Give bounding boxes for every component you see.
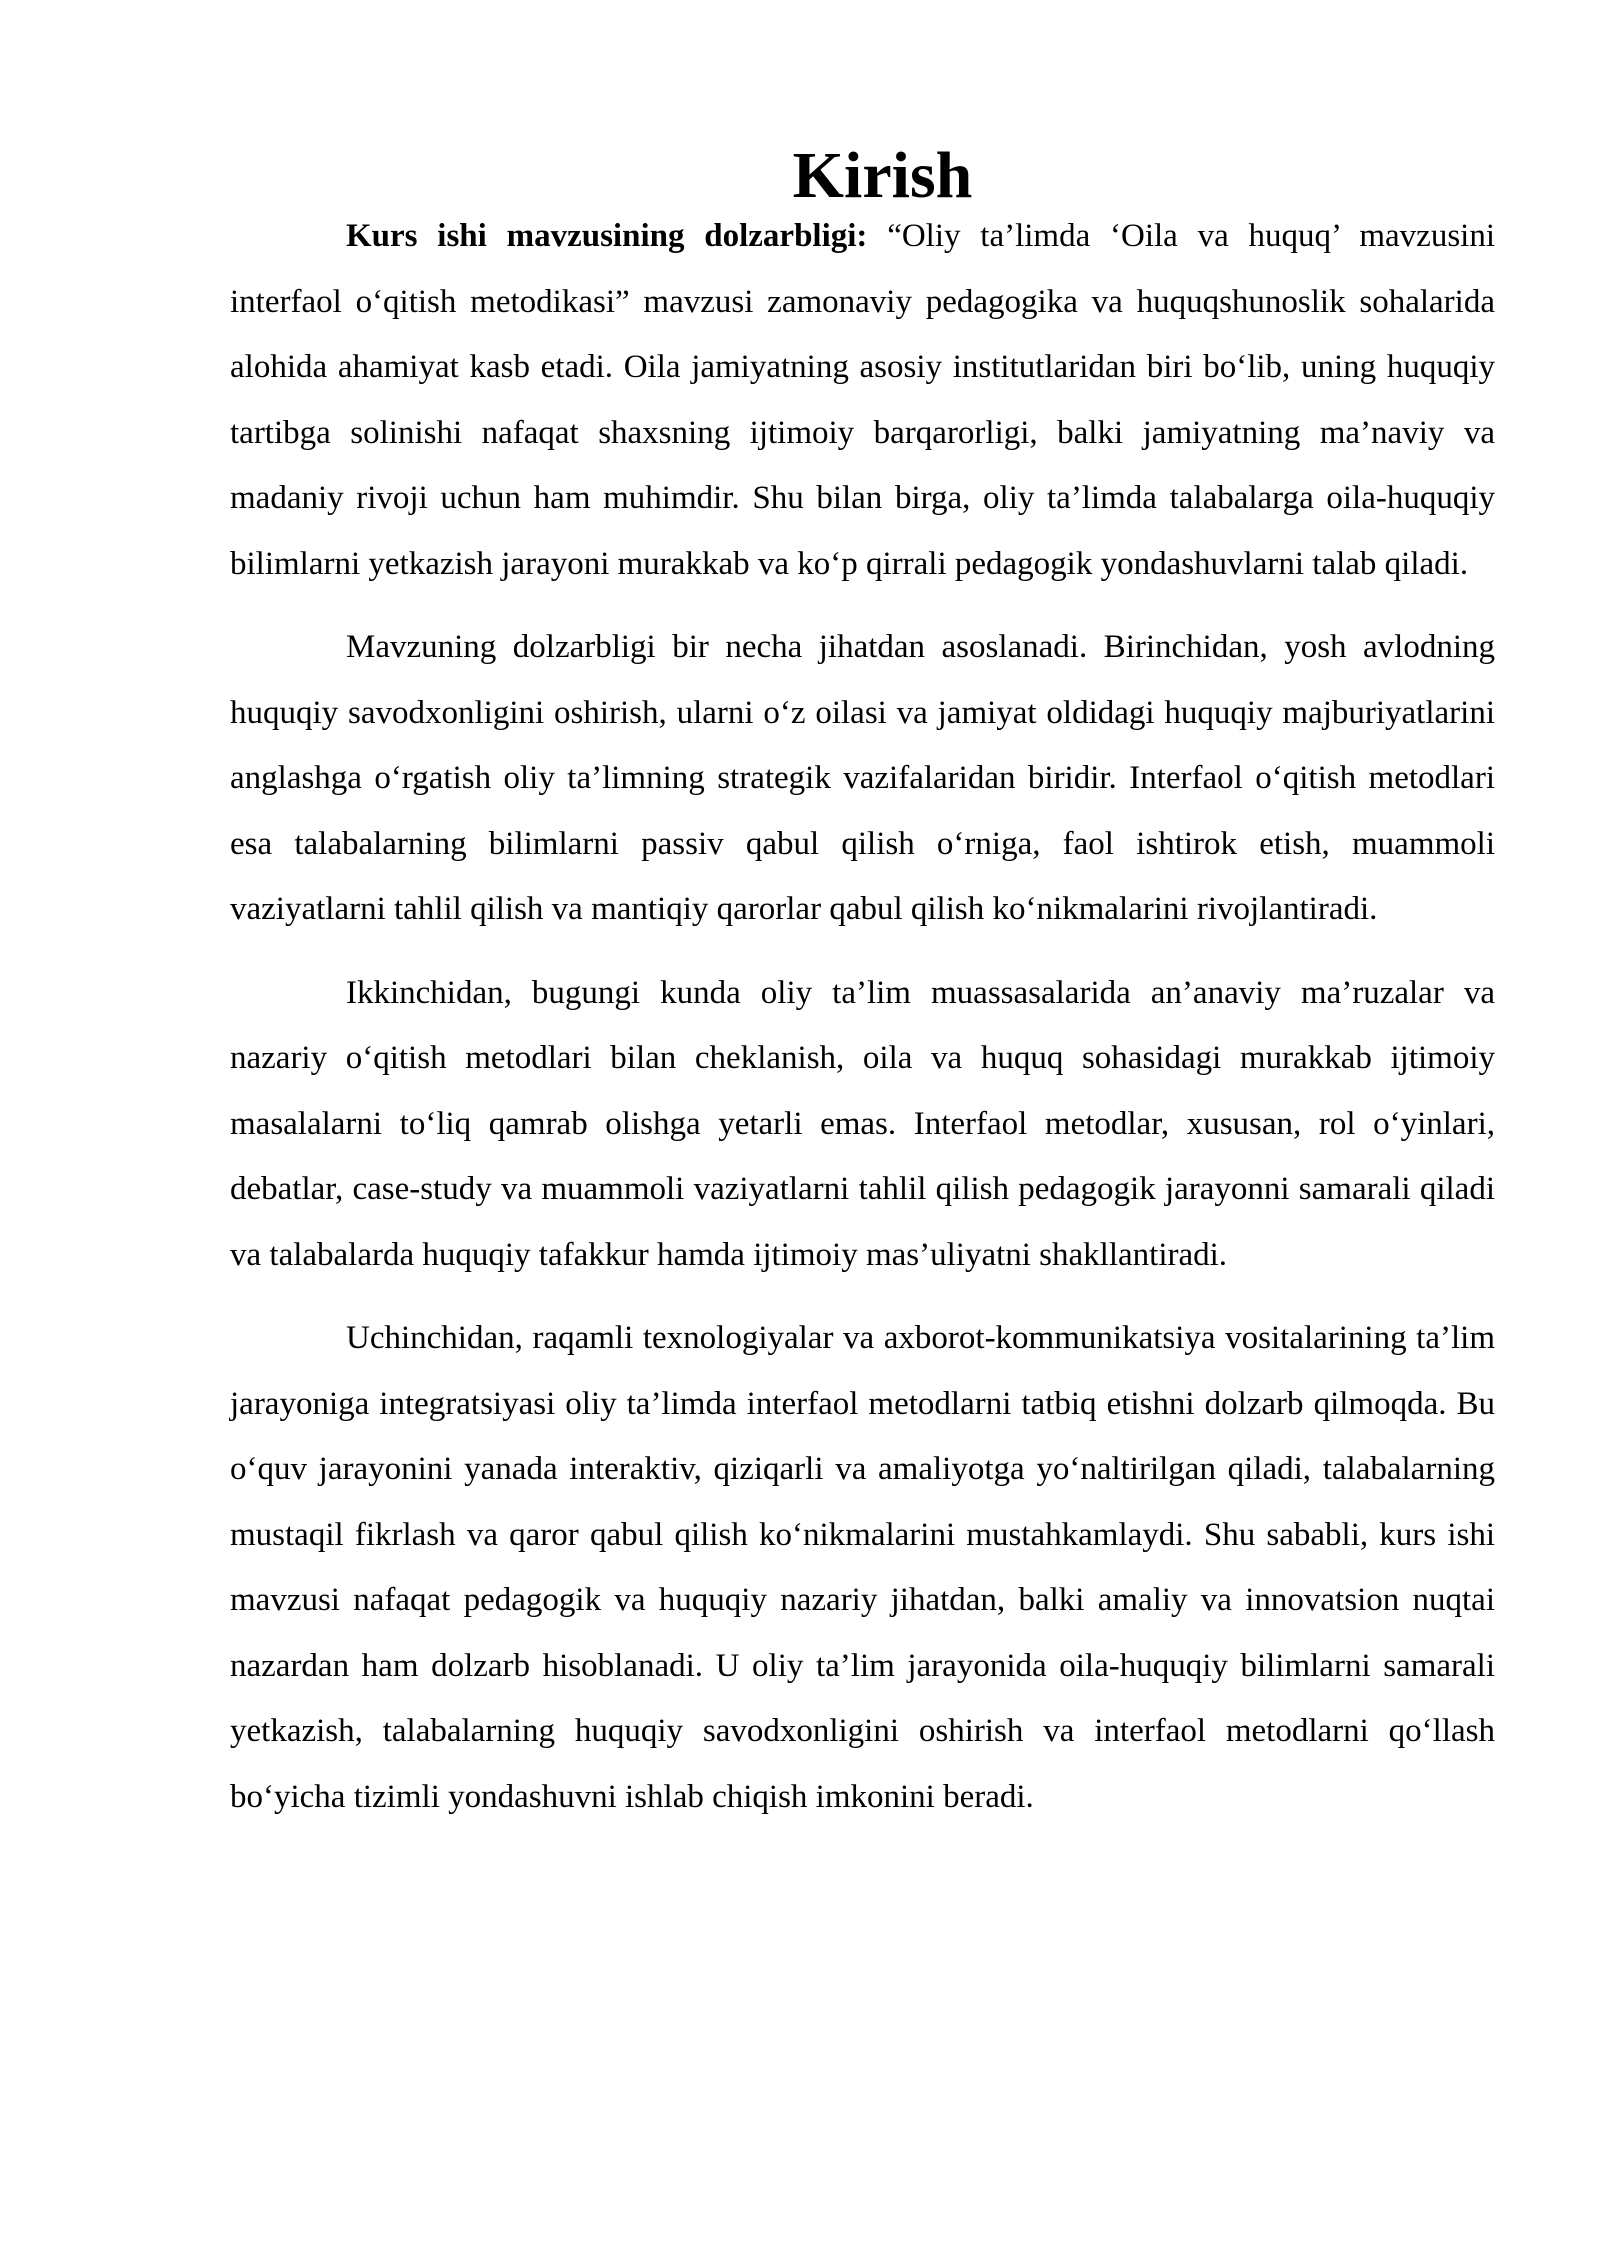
document-body	[230, 139, 1495, 1848]
page-title: Kirish	[792, 139, 973, 212]
paragraph-relevance	[230, 204, 1495, 597]
paragraph-second-reason: Ikkinchidan, bugungi kunda oliy ta’lim muassasalarida an’anaviy ma’ruzalar va nazariy o‘qitish metodlari bilan cheklanish, oila va huquq sohasidagi murakkab ijtimoiy masalalarni to‘liq qamrab olishga yetarli emas. Interfaol metodlar, xususan, rol o‘yinlari, debatlar, case-study va muammoli vaziyatlarni tahlil qilish pedagogik jarayonni samarali qiladi va talabalarda huquqiy tafakkur hamda ijtimoiy mas’uliyatni shakllantiradi.	[230, 974, 1495, 1273]
paragraph-first-reason: Mavzuning dolzarbligi bir necha jihatdan asoslanadi. Birinchidan, yosh avlodning huquqiy savodxonligini oshirish, ularni o‘z oilasi va jamiyat oldidagi huquqiy majburiyatlarini anglashga o‘rgatish oliy ta’limning strategik vazifalaridan biridir. Interfaol o‘qitish metodlari esa talabalarning bilimlarni passiv qabul qilish o‘rniga, faol ishtirok etish, muammoli vaziyatlarni tahlil qilish va mantiqiy qarorlar qabul qilish ko‘nikmalarini rivojlantiradi.	[230, 629, 1495, 927]
paragraph-text: “Oliy ta’limda ‘Oila va huquq’ mavzusini interfaol o‘qitish metodikasi” mavzusi zamonaviy pedagogika va huquqshunoslik sohalarida alohida ahamiyat kasb etadi. Oila jamiyatning asosiy institutlaridan biri bo‘lib, uning huquqiy tartibga solinishi nafaqat shaxsning ijtimoiy barqarorligi, balki jamiyatning ma’naviy va madaniy rivoji uchun ham muhimdir. Shu bilan birga, oliy ta’limda talabalarga oila-huquqiy bilimlarni yetkazish jarayoni murakkab va ko‘p qirrali pedagogik yondashuvlarni talab qiladi.	[230, 218, 1495, 582]
paragraph-lead: Kurs ishi mavzusining dolzarbligi:	[346, 218, 868, 254]
paragraph-third-reason: Uchinchidan, raqamli texnologiyalar va axborot-kommunikatsiya vositalarining ta’lim jarayoniga integratsiyasi oliy ta’limda interfaol metodlarni tatbiq etishni dolzarb qilmoqda. Bu o‘quv jarayonini yanada interaktiv, qiziqarli va amaliyotga yo‘naltirilgan qiladi, talabalarning mustaqil fikrlash va qaror qabul qilish ko‘nikmalarini mustahkamlaydi. Shu sababli, kurs ishi mavzusi nafaqat pedagogik va huquqiy nazariy jihatdan, balki amaliy va innovatsion nuqtai nazardan ham dolzarb hisoblanadi. U oliy ta’lim jarayonida oila-huquqiy bilimlarni samarali yetkazish, talabalarning huquqiy savodxonligini oshirish va interfaol metodlarni qo‘llash bo‘yicha tizimli yondashuvni ishlab chiqish imkonini beradi.	[230, 1320, 1495, 1815]
